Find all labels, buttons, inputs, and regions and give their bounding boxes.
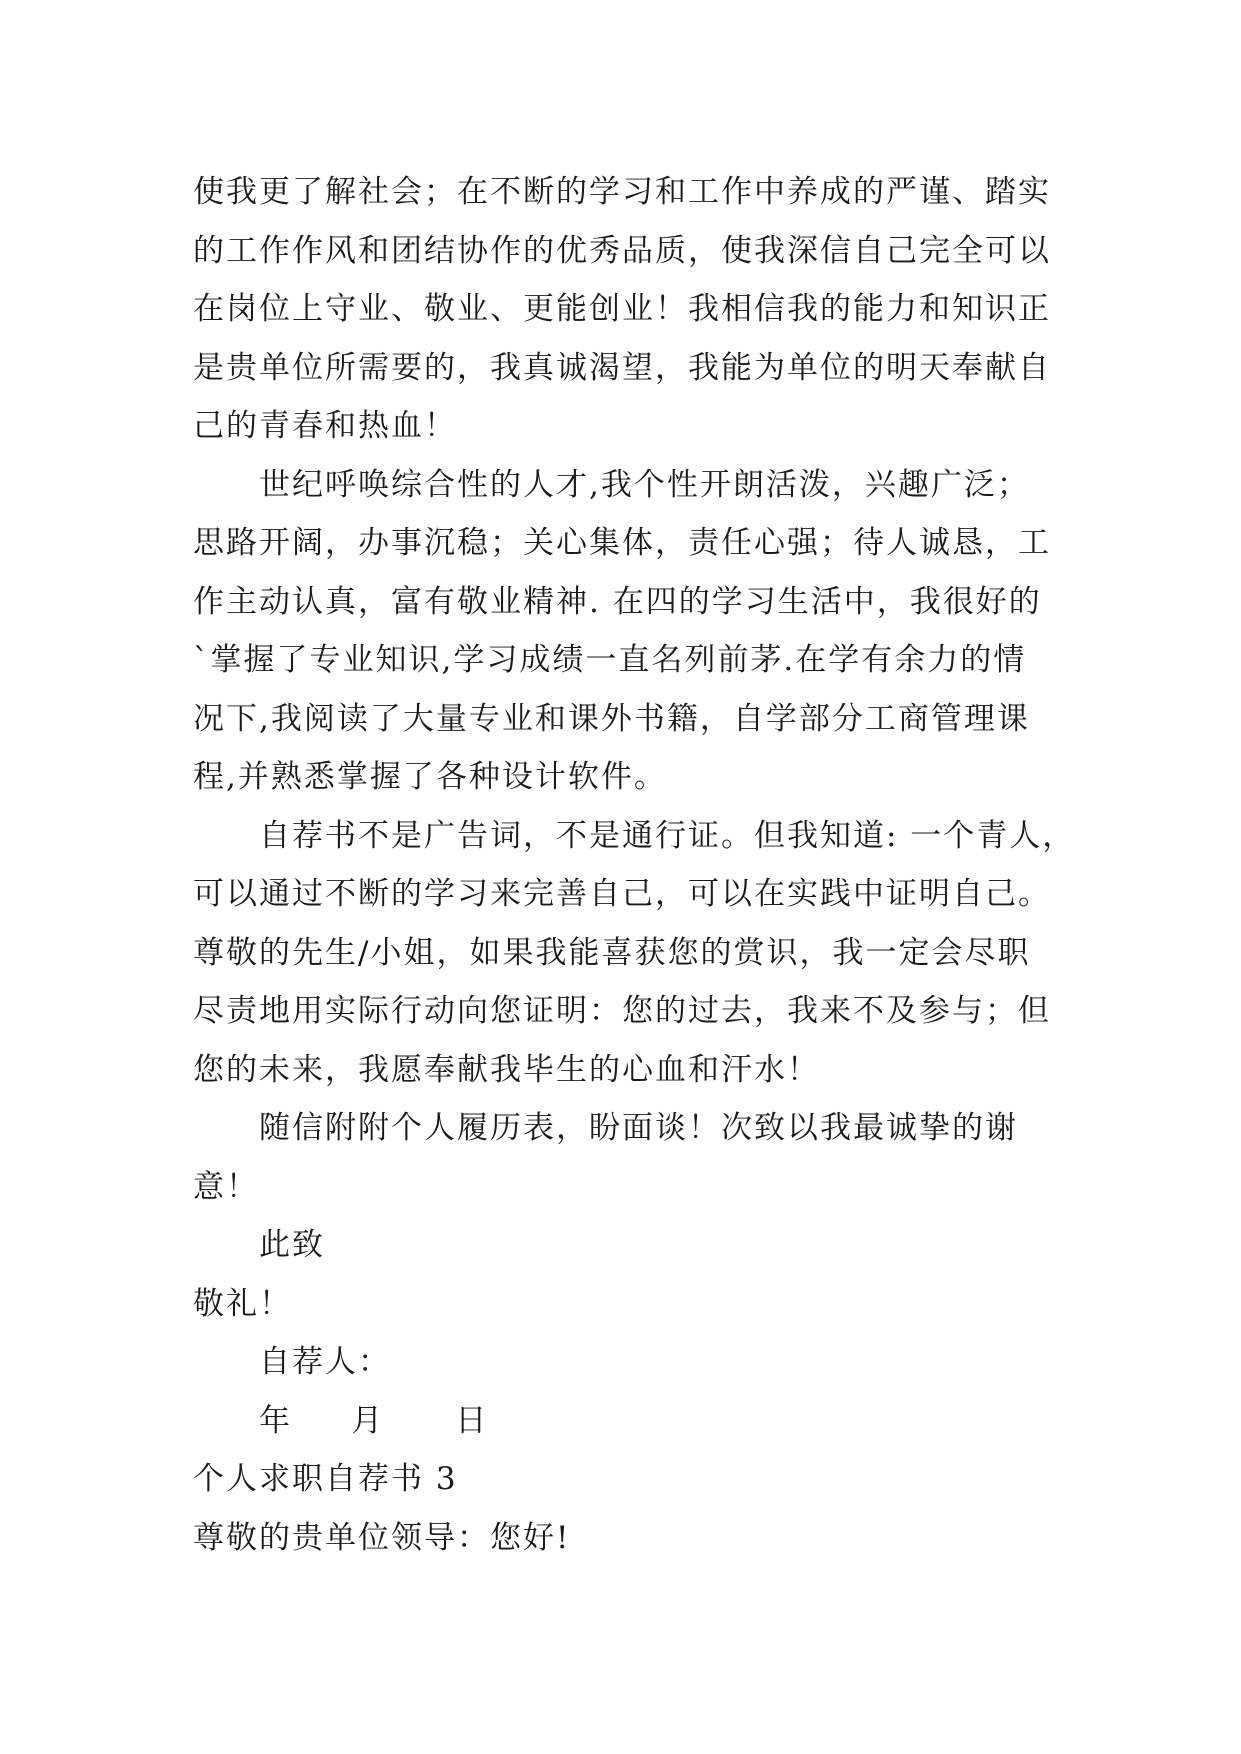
paragraph-line: 是贵单位所需要的，我真诚渴望，我能为单位的明天奉献自: [193, 349, 1051, 386]
signature-line: 自荐人：: [259, 1344, 391, 1380]
paragraph-line: 程,并熟悉掌握了各种设计软件。: [193, 759, 667, 795]
paragraph-line: 思路开阔，办事沉稳；关心集体，责任心强；待人诚恳，工: [193, 525, 1051, 561]
paragraph-line: 自荐书不是广告词，不是通行证。但我知道: 一个青人，: [259, 817, 1076, 854]
paragraph-line: 世纪呼唤综合性的人才,我个性开朗活泼，兴趣广泛；: [259, 466, 1030, 503]
paragraph-line: 使我更了解社会；在不断的学习和工作中养成的严谨、踏实: [193, 174, 1051, 210]
section-title: 个人求职自荐书 3: [193, 1461, 458, 1497]
paragraph-line: 况下,我阅读了大量专业和课外书籍，自学部分工商管理课: [193, 700, 1030, 737]
paragraph-line: 您的未来，我愿奉献我毕生的心血和汗水！: [193, 1051, 820, 1088]
paragraph-line: 意！: [193, 1168, 259, 1205]
closing-regards: 敬礼！: [193, 1285, 292, 1322]
paragraph-line: 尽责地用实际行动向您证明：您的过去，我来不及参与；但: [193, 993, 1051, 1029]
paragraph-line: 的工作作风和团结协作的优秀品质，使我深信自己完全可以: [193, 232, 1051, 269]
paragraph-line: 在岗位上守业、敬业、更能创业！我相信我的能力和知识正: [193, 291, 1051, 327]
document-body: [193, 163, 1076, 1567]
paragraph-line: 作主动认真，富有敬业精神. 在四的学习生活中，我很好的: [193, 583, 1042, 620]
paragraph-line: 尊敬的先生/小姐，如果我能喜获您的赏识，我一定会尽职: [193, 934, 1031, 971]
date-line: 年 月 日: [259, 1402, 489, 1439]
greeting-line: 尊敬的贵单位领导：您好!: [193, 1519, 571, 1556]
paragraph-line: 己的青春和热血！: [193, 408, 457, 444]
paragraph-line: 可以通过不断的学习来完善自己，可以在实践中证明自己。: [193, 876, 1051, 912]
closing-salutation: 此致: [259, 1227, 325, 1263]
paragraph-line: 随信附附个人履历表，盼面谈！次致以我最诚挚的谢: [259, 1110, 1018, 1146]
paragraph-line: `掌握了专业知识,学习成绩一直名列前茅.在学有余力的情: [193, 642, 1027, 678]
